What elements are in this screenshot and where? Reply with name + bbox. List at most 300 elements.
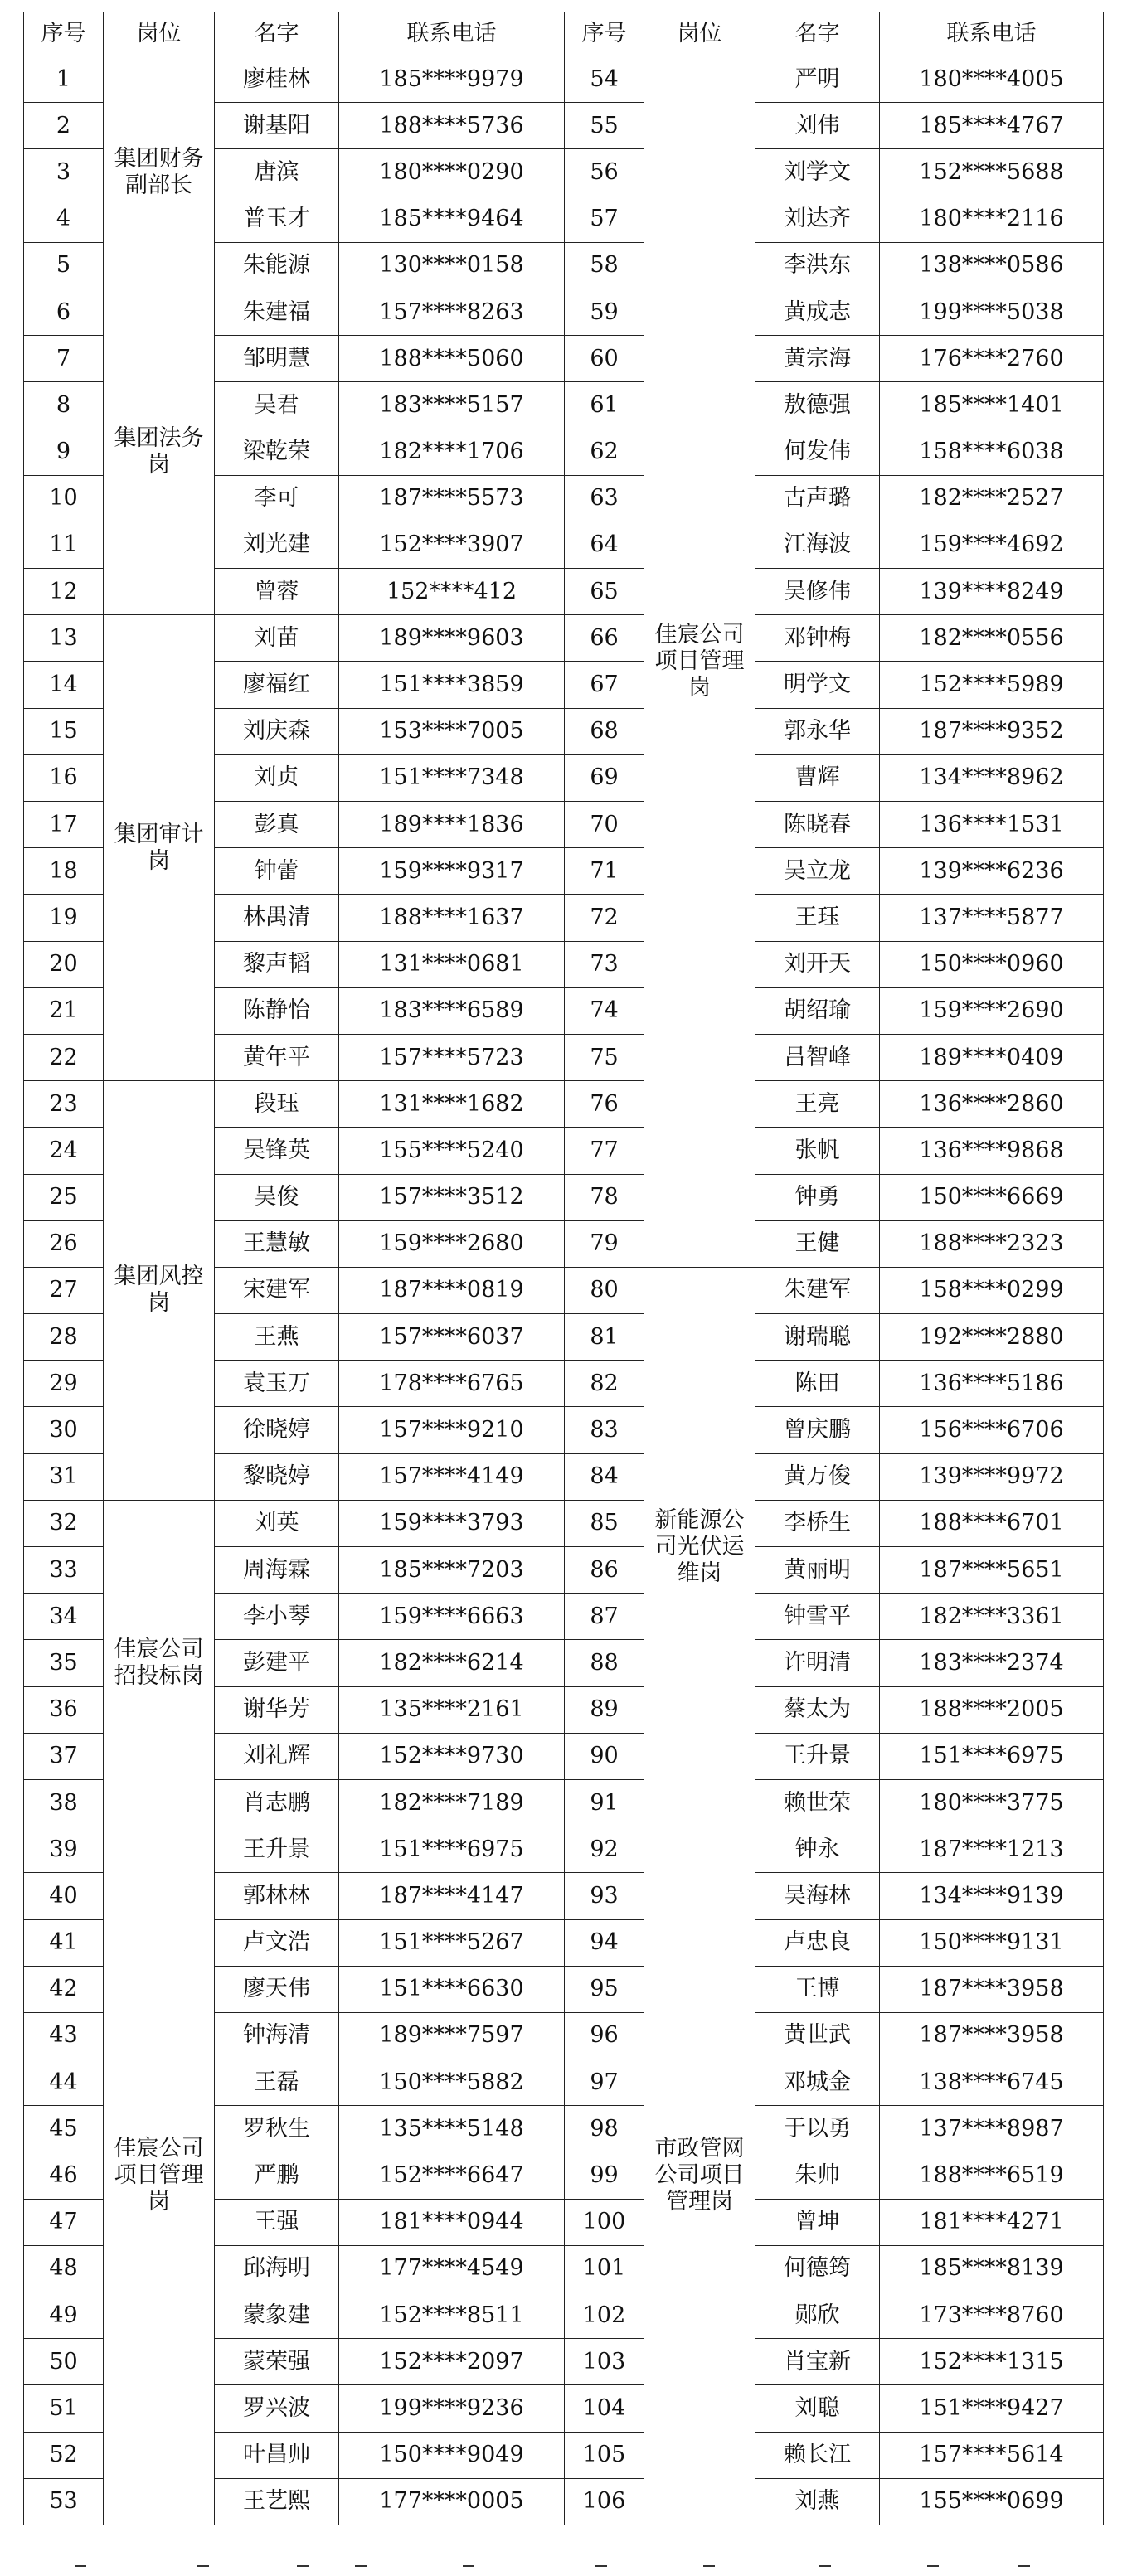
seq-cell: 83 (565, 1407, 644, 1453)
seq-cell: 67 (565, 662, 644, 708)
phone-cell: 187****3958 (880, 2012, 1104, 2059)
phone-cell: 152****3907 (339, 522, 565, 568)
phone-cell: 155****0699 (880, 2478, 1104, 2525)
seq-cell: 14 (24, 662, 104, 708)
phone-cell: 130****0158 (339, 242, 565, 289)
seq-cell: 1 (24, 56, 104, 103)
position-cell: 新能源公司光伏运维岗 (644, 1267, 755, 1826)
phone-cell: 159****9317 (339, 848, 565, 895)
name-cell: 严明 (755, 56, 880, 103)
seq-cell: 8 (24, 382, 104, 429)
name-cell: 王磊 (215, 2059, 339, 2106)
name-cell: 谢瑞聪 (755, 1314, 880, 1361)
name-cell: 黄丽明 (755, 1547, 880, 1594)
phone-cell: 182****1706 (339, 429, 565, 475)
name-cell: 叶昌帅 (215, 2432, 339, 2478)
name-cell: 朱建军 (755, 1267, 880, 1313)
phone-cell: 159****2690 (880, 987, 1104, 1034)
seq-cell: 46 (24, 2152, 104, 2199)
phone-cell: 187****4147 (339, 1873, 565, 1919)
phone-cell: 177****4549 (339, 2245, 565, 2292)
phone-cell: 151****6630 (339, 1966, 565, 2012)
seq-cell: 87 (565, 1594, 644, 1640)
seq-cell: 95 (565, 1966, 644, 2012)
phone-cell: 182****3361 (880, 1594, 1104, 1640)
seq-cell: 94 (565, 1919, 644, 1966)
header-seq: 序号 (24, 12, 104, 56)
name-cell: 黎晓婷 (215, 1453, 339, 1500)
phone-cell: 151****6975 (339, 1826, 565, 1873)
seq-cell: 9 (24, 429, 104, 475)
table-row (24, 56, 1104, 103)
seq-cell: 96 (565, 2012, 644, 2059)
name-cell: 陈田 (755, 1361, 880, 1407)
divider (1018, 2565, 1030, 2574)
name-cell: 曾庆鹏 (755, 1407, 880, 1453)
seq-cell: 102 (565, 2292, 644, 2339)
phone-cell: 153****7005 (339, 708, 565, 754)
name-cell: 王艺熙 (215, 2478, 339, 2525)
phone-cell: 185****4767 (880, 103, 1104, 149)
name-cell: 王亮 (755, 1081, 880, 1128)
seq-cell: 27 (24, 1267, 104, 1313)
seq-cell: 79 (565, 1220, 644, 1267)
name-cell: 谢基阳 (215, 103, 339, 149)
name-cell: 肖宝新 (755, 2339, 880, 2385)
seq-cell: 31 (24, 1453, 104, 1500)
phone-cell: 182****0556 (880, 615, 1104, 662)
seq-cell: 51 (24, 2385, 104, 2432)
seq-cell: 69 (565, 754, 644, 801)
phone-cell: 158****6038 (880, 429, 1104, 475)
divider (927, 2565, 939, 2574)
name-cell: 何发伟 (755, 429, 880, 475)
seq-cell: 61 (565, 382, 644, 429)
phone-cell: 135****2161 (339, 1686, 565, 1733)
name-cell: 敖德强 (755, 382, 880, 429)
seq-cell: 18 (24, 848, 104, 895)
seq-cell: 33 (24, 1547, 104, 1594)
seq-cell: 40 (24, 1873, 104, 1919)
phone-cell: 189****0409 (880, 1034, 1104, 1080)
name-cell: 谢华芳 (215, 1686, 339, 1733)
name-cell: 黄年平 (215, 1034, 339, 1080)
seq-cell: 93 (565, 1873, 644, 1919)
phone-cell: 138****0586 (880, 242, 1104, 289)
phone-cell: 187****0819 (339, 1267, 565, 1313)
seq-cell: 91 (565, 1779, 644, 1826)
seq-cell: 103 (565, 2339, 644, 2385)
divider (819, 2565, 831, 2574)
seq-cell: 58 (565, 242, 644, 289)
seq-cell: 78 (565, 1174, 644, 1220)
seq-cell: 106 (565, 2478, 644, 2525)
seq-cell: 4 (24, 196, 104, 242)
name-cell: 郭林林 (215, 1873, 339, 1919)
phone-cell: 157****3512 (339, 1174, 565, 1220)
name-cell: 古声璐 (755, 475, 880, 522)
seq-cell: 99 (565, 2152, 644, 2199)
name-cell: 曹辉 (755, 754, 880, 801)
header-position: 岗位 (104, 12, 215, 56)
name-cell: 许明清 (755, 1640, 880, 1686)
name-cell: 王燕 (215, 1314, 339, 1361)
phone-cell: 152****5688 (880, 149, 1104, 196)
seq-cell: 17 (24, 802, 104, 848)
phone-cell: 187****9352 (880, 708, 1104, 754)
seq-cell: 19 (24, 895, 104, 941)
phone-cell: 139****9972 (880, 1453, 1104, 1500)
seq-cell: 89 (565, 1686, 644, 1733)
name-cell: 吴俊 (215, 1174, 339, 1220)
position-cell: 市政管网公司项目管理岗 (644, 1826, 755, 2525)
name-cell: 周海霖 (215, 1547, 339, 1594)
seq-cell: 53 (24, 2478, 104, 2525)
seq-cell: 84 (565, 1453, 644, 1500)
phone-cell: 151****3859 (339, 662, 565, 708)
name-cell: 郧欣 (755, 2292, 880, 2339)
seq-cell: 88 (565, 1640, 644, 1686)
seq-cell: 65 (565, 569, 644, 615)
table-body (24, 56, 1104, 2525)
phone-cell: 182****6214 (339, 1640, 565, 1686)
name-cell: 郭永华 (755, 708, 880, 754)
seq-cell: 66 (565, 615, 644, 662)
name-cell: 段珏 (215, 1081, 339, 1128)
name-cell: 吕智峰 (755, 1034, 880, 1080)
seq-cell: 74 (565, 987, 644, 1034)
name-cell: 刘学文 (755, 149, 880, 196)
phone-cell: 187****1213 (880, 1826, 1104, 1873)
name-cell: 曾坤 (755, 2199, 880, 2245)
phone-cell: 152****9730 (339, 1733, 565, 1779)
phone-cell: 157****4149 (339, 1453, 565, 1500)
name-cell: 刘光建 (215, 522, 339, 568)
phone-cell: 136****9868 (880, 1128, 1104, 1174)
header-phone: 联系电话 (880, 12, 1104, 56)
phone-cell: 159****3793 (339, 1500, 565, 1546)
table-row (24, 1081, 1104, 1128)
seq-cell: 68 (565, 708, 644, 754)
name-cell: 邓城金 (755, 2059, 880, 2106)
phone-cell: 177****0005 (339, 2478, 565, 2525)
phone-cell: 188****1637 (339, 895, 565, 941)
name-cell: 赖世荣 (755, 1779, 880, 1826)
seq-cell: 41 (24, 1919, 104, 1966)
seq-cell: 55 (565, 103, 644, 149)
position-cell: 佳宸公司招投标岗 (104, 1500, 215, 1826)
phone-cell: 188****5736 (339, 103, 565, 149)
phone-cell: 192****2880 (880, 1314, 1104, 1361)
seq-cell: 86 (565, 1547, 644, 1594)
seq-cell: 22 (24, 1034, 104, 1080)
phone-cell: 188****2323 (880, 1220, 1104, 1267)
phone-cell: 189****9603 (339, 615, 565, 662)
seq-cell: 45 (24, 2106, 104, 2152)
seq-cell: 75 (565, 1034, 644, 1080)
name-cell: 刘开天 (755, 941, 880, 987)
header-name: 名字 (215, 12, 339, 56)
seq-cell: 59 (565, 289, 644, 335)
phone-cell: 185****8139 (880, 2245, 1104, 2292)
name-cell: 李可 (215, 475, 339, 522)
name-cell: 钟永 (755, 1826, 880, 1873)
phone-cell: 188****2005 (880, 1686, 1104, 1733)
name-cell: 卢忠良 (755, 1919, 880, 1966)
name-cell: 江海波 (755, 522, 880, 568)
phone-cell: 180****0290 (339, 149, 565, 196)
seq-cell: 47 (24, 2199, 104, 2245)
name-cell: 邱海明 (215, 2245, 339, 2292)
seq-cell: 71 (565, 848, 644, 895)
phone-cell: 187****3958 (880, 1966, 1104, 2012)
table-header-row (24, 12, 1104, 56)
position-cell: 佳宸公司项目管理岗 (104, 1826, 215, 2525)
seq-cell: 60 (565, 336, 644, 382)
seq-cell: 10 (24, 475, 104, 522)
phone-cell: 138****6745 (880, 2059, 1104, 2106)
name-cell: 刘庆森 (215, 708, 339, 754)
divider (703, 2565, 715, 2574)
seq-cell: 73 (565, 941, 644, 987)
seq-cell: 20 (24, 941, 104, 987)
name-cell: 李桥生 (755, 1500, 880, 1546)
divider (595, 2565, 607, 2574)
seq-cell: 49 (24, 2292, 104, 2339)
phone-cell: 152****412 (339, 569, 565, 615)
seq-cell: 21 (24, 987, 104, 1034)
seq-cell: 57 (565, 196, 644, 242)
seq-cell: 30 (24, 1407, 104, 1453)
name-cell: 蒙象建 (215, 2292, 339, 2339)
seq-cell: 43 (24, 2012, 104, 2059)
seq-cell: 63 (565, 475, 644, 522)
seq-cell: 11 (24, 522, 104, 568)
name-cell: 吴修伟 (755, 569, 880, 615)
name-cell: 邓钟梅 (755, 615, 880, 662)
phone-cell: 150****5882 (339, 2059, 565, 2106)
name-cell: 廖天伟 (215, 1966, 339, 2012)
position-cell: 佳宸公司项目管理岗 (644, 56, 755, 1268)
roster-sheet (23, 12, 1103, 2525)
phone-cell: 185****7203 (339, 1547, 565, 1594)
contact-table (23, 12, 1104, 2525)
name-cell: 黄宗海 (755, 336, 880, 382)
name-cell: 钟海清 (215, 2012, 339, 2059)
phone-cell: 155****5240 (339, 1128, 565, 1174)
seq-cell: 100 (565, 2199, 644, 2245)
seq-cell: 39 (24, 1826, 104, 1873)
phone-cell: 151****6975 (880, 1733, 1104, 1779)
seq-cell: 104 (565, 2385, 644, 2432)
name-cell: 刘贞 (215, 754, 339, 801)
name-cell: 于以勇 (755, 2106, 880, 2152)
divider (297, 2565, 309, 2574)
seq-cell: 37 (24, 1733, 104, 1779)
phone-cell: 185****9979 (339, 56, 565, 103)
seq-cell: 50 (24, 2339, 104, 2385)
name-cell: 陈静怡 (215, 987, 339, 1034)
seq-cell: 24 (24, 1128, 104, 1174)
seq-cell: 35 (24, 1640, 104, 1686)
seq-cell: 23 (24, 1081, 104, 1128)
header-phone: 联系电话 (339, 12, 565, 56)
phone-cell: 157****9210 (339, 1407, 565, 1453)
divider (355, 2565, 367, 2574)
name-cell: 唐滨 (215, 149, 339, 196)
phone-cell: 151****9427 (880, 2385, 1104, 2432)
name-cell: 王慧敏 (215, 1220, 339, 1267)
seq-cell: 82 (565, 1361, 644, 1407)
phone-cell: 136****5186 (880, 1361, 1104, 1407)
name-cell: 肖志鹏 (215, 1779, 339, 1826)
seq-cell: 38 (24, 1779, 104, 1826)
phone-cell: 187****5651 (880, 1547, 1104, 1594)
seq-cell: 28 (24, 1314, 104, 1361)
phone-cell: 157****8263 (339, 289, 565, 335)
phone-cell: 176****2760 (880, 336, 1104, 382)
name-cell: 彭建平 (215, 1640, 339, 1686)
phone-cell: 180****3775 (880, 1779, 1104, 1826)
phone-cell: 136****2860 (880, 1081, 1104, 1128)
phone-cell: 199****5038 (880, 289, 1104, 335)
seq-cell: 56 (565, 149, 644, 196)
seq-cell: 98 (565, 2106, 644, 2152)
name-cell: 张帆 (755, 1128, 880, 1174)
phone-cell: 199****9236 (339, 2385, 565, 2432)
name-cell: 宋建军 (215, 1267, 339, 1313)
name-cell: 钟勇 (755, 1174, 880, 1220)
seq-cell: 80 (565, 1267, 644, 1313)
phone-cell: 150****9049 (339, 2432, 565, 2478)
seq-cell: 3 (24, 149, 104, 196)
name-cell: 吴锋英 (215, 1128, 339, 1174)
name-cell: 钟蕾 (215, 848, 339, 895)
table-row (24, 615, 1104, 662)
phone-cell: 173****8760 (880, 2292, 1104, 2339)
seq-cell: 76 (565, 1081, 644, 1128)
phone-cell: 159****4692 (880, 522, 1104, 568)
name-cell: 黎声韬 (215, 941, 339, 987)
name-cell: 王强 (215, 2199, 339, 2245)
phone-cell: 150****0960 (880, 941, 1104, 987)
seq-cell: 52 (24, 2432, 104, 2478)
name-cell: 王博 (755, 1966, 880, 2012)
name-cell: 罗兴波 (215, 2385, 339, 2432)
phone-cell: 159****6663 (339, 1594, 565, 1640)
name-cell: 吴立龙 (755, 848, 880, 895)
phone-cell: 152****5989 (880, 662, 1104, 708)
phone-cell: 180****4005 (880, 56, 1104, 103)
name-cell: 廖福红 (215, 662, 339, 708)
name-cell: 王升景 (215, 1826, 339, 1873)
name-cell: 蔡太为 (755, 1686, 880, 1733)
divider (75, 2565, 86, 2574)
name-cell: 钟雪平 (755, 1594, 880, 1640)
name-cell: 吴君 (215, 382, 339, 429)
name-cell: 陈晓春 (755, 802, 880, 848)
phone-cell: 152****2097 (339, 2339, 565, 2385)
name-cell: 何德筠 (755, 2245, 880, 2292)
phone-cell: 183****2374 (880, 1640, 1104, 1686)
phone-cell: 157****5723 (339, 1034, 565, 1080)
phone-cell: 178****6765 (339, 1361, 565, 1407)
phone-cell: 131****1682 (339, 1081, 565, 1128)
phone-cell: 159****2680 (339, 1220, 565, 1267)
next-page-edge (23, 2564, 1103, 2576)
divider (197, 2565, 209, 2574)
seq-cell: 64 (565, 522, 644, 568)
table-row (24, 1500, 1104, 1546)
name-cell: 刘礼辉 (215, 1733, 339, 1779)
phone-cell: 152****8511 (339, 2292, 565, 2339)
seq-cell: 54 (565, 56, 644, 103)
phone-cell: 182****2527 (880, 475, 1104, 522)
phone-cell: 188****5060 (339, 336, 565, 382)
phone-cell: 151****5267 (339, 1919, 565, 1966)
name-cell: 刘苗 (215, 615, 339, 662)
name-cell: 徐晓婷 (215, 1407, 339, 1453)
seq-cell: 7 (24, 336, 104, 382)
phone-cell: 158****0299 (880, 1267, 1104, 1313)
seq-cell: 12 (24, 569, 104, 615)
name-cell: 刘聪 (755, 2385, 880, 2432)
seq-cell: 92 (565, 1826, 644, 1873)
seq-cell: 13 (24, 615, 104, 662)
phone-cell: 135****5148 (339, 2106, 565, 2152)
name-cell: 王健 (755, 1220, 880, 1267)
seq-cell: 42 (24, 1966, 104, 2012)
header-position: 岗位 (644, 12, 755, 56)
phone-cell: 183****6589 (339, 987, 565, 1034)
header-seq: 序号 (565, 12, 644, 56)
seq-cell: 97 (565, 2059, 644, 2106)
position-cell: 集团财务副部长 (104, 56, 215, 289)
seq-cell: 81 (565, 1314, 644, 1361)
phone-cell: 157****5614 (880, 2432, 1104, 2478)
seq-cell: 90 (565, 1733, 644, 1779)
name-cell: 普玉才 (215, 196, 339, 242)
phone-cell: 137****5877 (880, 895, 1104, 941)
seq-cell: 44 (24, 2059, 104, 2106)
name-cell: 邹明慧 (215, 336, 339, 382)
name-cell: 明学文 (755, 662, 880, 708)
seq-cell: 16 (24, 754, 104, 801)
name-cell: 王升景 (755, 1733, 880, 1779)
name-cell: 赖长江 (755, 2432, 880, 2478)
seq-cell: 6 (24, 289, 104, 335)
name-cell: 卢文浩 (215, 1919, 339, 1966)
name-cell: 刘达齐 (755, 196, 880, 242)
phone-cell: 180****2116 (880, 196, 1104, 242)
name-cell: 梁乾荣 (215, 429, 339, 475)
phone-cell: 182****7189 (339, 1779, 565, 1826)
seq-cell: 62 (565, 429, 644, 475)
seq-cell: 5 (24, 242, 104, 289)
seq-cell: 101 (565, 2245, 644, 2292)
name-cell: 黄成志 (755, 289, 880, 335)
phone-cell: 150****6669 (880, 1174, 1104, 1220)
seq-cell: 85 (565, 1500, 644, 1546)
name-cell: 黄世武 (755, 2012, 880, 2059)
phone-cell: 185****9464 (339, 196, 565, 242)
name-cell: 黄万俊 (755, 1453, 880, 1500)
phone-cell: 136****1531 (880, 802, 1104, 848)
position-cell: 集团审计岗 (104, 615, 215, 1081)
name-cell: 李小琴 (215, 1594, 339, 1640)
phone-cell: 134****8962 (880, 754, 1104, 801)
name-cell: 刘英 (215, 1500, 339, 1546)
